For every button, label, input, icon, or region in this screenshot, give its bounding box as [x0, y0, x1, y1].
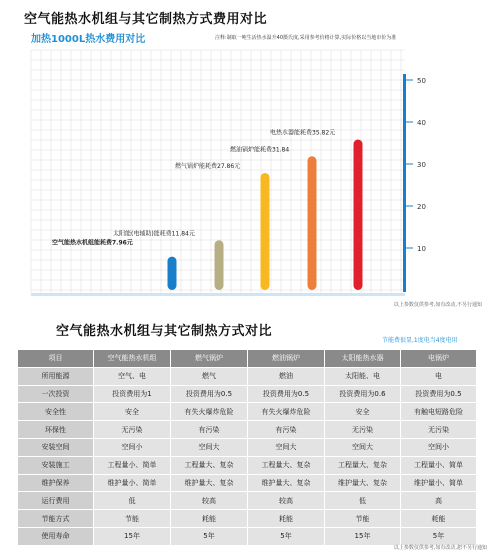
table-row: [18, 527, 477, 545]
table-cell: 有失火爆炸危险: [248, 403, 325, 421]
bar-1: [215, 240, 224, 290]
table-cell: 15年: [94, 527, 171, 545]
chart-baseline-band: [31, 293, 405, 296]
table-cell: 耗能: [248, 510, 325, 528]
table-cell: 空气、电: [94, 367, 171, 385]
y-tick-label: 40: [417, 119, 426, 127]
row-label: 维护保养: [18, 474, 94, 492]
table-cell: 投资费用为1: [94, 385, 171, 403]
table-row: [18, 403, 477, 421]
table-note: 节能费很显,1度电当4度电用: [382, 337, 458, 344]
row-label: 使用寿命: [18, 527, 94, 545]
table-row: [18, 492, 477, 510]
table-cell: 有触电短路危险: [401, 403, 477, 421]
table-header-cell: 项目: [18, 350, 94, 368]
table-cell: 燃气: [171, 367, 248, 385]
bar-0: [168, 257, 177, 290]
table-cell: 低: [325, 492, 401, 510]
table-cell: 较高: [171, 492, 248, 510]
table-cell: 无污染: [401, 421, 477, 439]
table-row: [18, 438, 477, 456]
table-header-cell: 燃气锅炉: [171, 350, 248, 368]
table-header-row: [18, 350, 477, 368]
bar-4: [354, 140, 363, 290]
table-cell: 空间大: [171, 438, 248, 456]
row-label: 环保性: [18, 421, 94, 439]
table-header-cell: 空气能热水机组: [94, 350, 171, 368]
table-cell: 5年: [171, 527, 248, 545]
bar-3: [308, 156, 317, 290]
chart-disclaimer: 以上参数仅供参考,如有改动,不另行通知: [393, 302, 482, 308]
table-cell: 耗能: [171, 510, 248, 528]
chart-title: 空气能热水机组与其它制热方式费用对比: [24, 12, 268, 27]
table-row: [18, 510, 477, 528]
table-cell: 工程量大、复杂: [171, 456, 248, 474]
table-row: [18, 421, 477, 439]
table-cell: 有失火爆炸危险: [171, 403, 248, 421]
chart-panel: [25, 28, 488, 310]
bar-chart: [25, 28, 488, 310]
table-cell: 安全: [94, 403, 171, 421]
chart-note: 注释:制取一吨生活热水温升40摄氏度,采用参考价格计算,实际价格以当地市价为准: [215, 35, 397, 41]
table-cell: 15年: [325, 527, 401, 545]
data-label-2: 燃气锅炉能耗费27.86元: [175, 162, 241, 170]
row-label: 安装施工: [18, 456, 94, 474]
table-cell: 无污染: [94, 421, 171, 439]
table-cell: 投资费用为0.5: [248, 385, 325, 403]
table-row: [18, 385, 477, 403]
row-label: 节能方式: [18, 510, 94, 528]
table-cell: 空间大: [248, 438, 325, 456]
table-cell: 投资费用为0.6: [325, 385, 401, 403]
table-row: [18, 367, 477, 385]
row-label: 运行费用: [18, 492, 94, 510]
table-cell: 无污染: [325, 421, 401, 439]
table-header-cell: 电锅炉: [401, 350, 477, 368]
table-cell: 有污染: [171, 421, 248, 439]
table-cell: 节能: [325, 510, 401, 528]
table-cell: 电: [401, 367, 477, 385]
table-cell: 维护量大、复杂: [325, 474, 401, 492]
row-label: 安装空间: [18, 438, 94, 456]
chart-subtitle: 加热1000L热水费用对比: [31, 34, 146, 45]
table-cell: 空间大: [325, 438, 401, 456]
bar-2: [261, 173, 270, 290]
y-tick-label: 20: [417, 203, 426, 211]
row-label: 安全性: [18, 403, 94, 421]
table-footnote: 以上参数仅供参考,如有改动,恕不另行通知: [393, 545, 487, 551]
comparison-table: [17, 349, 477, 546]
table-header-cell: 太阳能热水器: [325, 350, 401, 368]
row-label: 所用能源: [18, 367, 94, 385]
y-axis: [403, 74, 406, 292]
table-row: [18, 456, 477, 474]
data-label-0: 空气能热水机组能耗费7.96元: [52, 239, 133, 247]
table-cell: 工程量大、复杂: [325, 456, 401, 474]
table-cell: 节能: [94, 510, 171, 528]
table-cell: 维护量大、复杂: [171, 474, 248, 492]
table-row: [18, 474, 477, 492]
table-cell: 高: [401, 492, 477, 510]
y-tick-label: 30: [417, 161, 426, 169]
table-cell: 空间小: [94, 438, 171, 456]
table-cell: 5年: [401, 527, 477, 545]
table-header-cell: 燃油锅炉: [248, 350, 325, 368]
table-cell: 低: [94, 492, 171, 510]
table-cell: 安全: [325, 403, 401, 421]
table-cell: 有污染: [248, 421, 325, 439]
row-label: 一次投资: [18, 385, 94, 403]
data-label-3: 燃油锅炉能耗费31.84: [230, 146, 290, 154]
table-cell: 较高: [248, 492, 325, 510]
table-cell: 空间小: [401, 438, 477, 456]
table-cell: 工程量小、简单: [94, 456, 171, 474]
table-title: 空气能热水机组与其它制热方式对比: [56, 324, 273, 339]
data-label-4: 电热水器能耗费35.82元: [270, 129, 336, 137]
y-tick-label: 50: [417, 77, 426, 85]
table-cell: 燃油: [248, 367, 325, 385]
table-cell: 太阳能、电: [325, 367, 401, 385]
data-label-1: 太阳能(电辅助)能耗费11.84元: [113, 230, 195, 238]
y-tick-label: 10: [417, 245, 426, 253]
table-cell: 维护量小、简单: [94, 474, 171, 492]
table-cell: 投资费用为0.5: [171, 385, 248, 403]
table-cell: 维护量大、复杂: [248, 474, 325, 492]
table-cell: 5年: [248, 527, 325, 545]
table-cell: 耗能: [401, 510, 477, 528]
table-cell: 维护量小、简单: [401, 474, 477, 492]
table-cell: 工程量大、复杂: [248, 456, 325, 474]
table-cell: 投资费用为0.5: [401, 385, 477, 403]
table-cell: 工程量小、简单: [401, 456, 477, 474]
